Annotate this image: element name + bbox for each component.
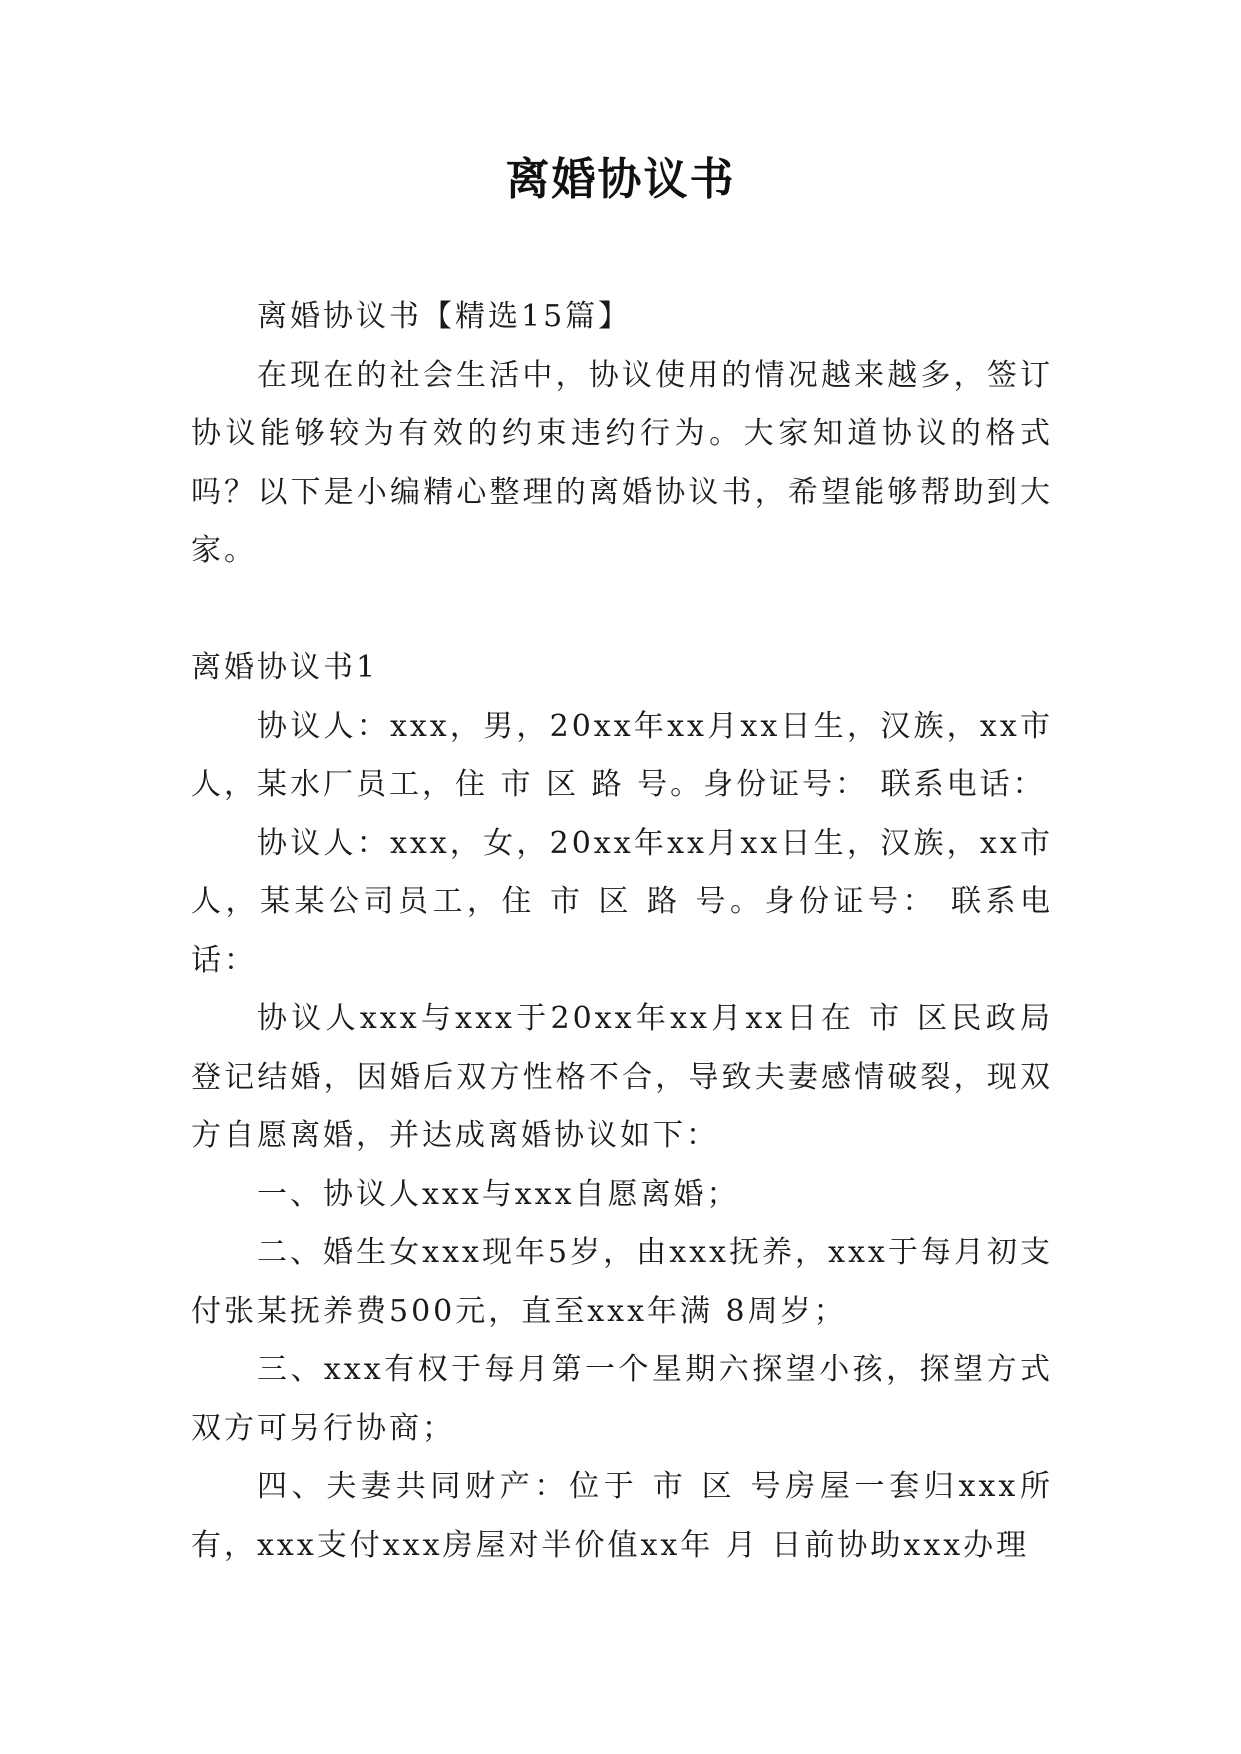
party-male-paragraph: 协议人：xxx，男，20xx年xx月xx日生，汉族，xx市人，某水厂员工，住 市 区 路 号。身份证号： 联系电话： xyxy=(191,708,1053,802)
party-female-paragraph: 协议人：xxx，女，20xx年xx月xx日生，汉族，xx市人，某某公司员工，住 市 区 路 号。身份证号： 联系电话： xyxy=(191,825,1053,978)
intro-paragraph: 在现在的社会生活中，协议使用的情况越来越多，签订协议能够较为有效的约束违约行为。大家知道协议的格式吗？以下是小编精心整理的离婚协议书，希望能够帮助到大家。 xyxy=(191,357,1053,568)
subtitle-paragraph: 离婚协议书【精选15篇】 xyxy=(257,299,632,334)
document-title: 离婚协议书 xyxy=(505,154,736,205)
clause-4: 四、夫妻共同财产：位于 市 区 号房屋一套归xxx所有，xxx支付xxx房屋对半价值xx年 月 日前协助xxx办理 xyxy=(191,1469,1053,1563)
section-spacer xyxy=(191,581,1053,640)
preamble-paragraph: 协议人xxx与xxx于20xx年xx月xx日在 市 区民政局登记结婚，因婚后双方性格不合，导致夫妻感情破裂，现双方自愿离婚，并达成离婚协议如下： xyxy=(191,1001,1053,1153)
clause-1: 一、协议人xxx与xxx自愿离婚； xyxy=(257,1176,740,1212)
document-body xyxy=(191,288,1053,1575)
section-heading: 离婚协议书1 xyxy=(191,650,379,685)
clause-3: 三、xxx有权于每月第一个星期六探望小孩，探望方式双方可另行协商； xyxy=(191,1352,1053,1446)
clause-2: 二、婚生女xxx现年5岁，由xxx抚养，xxx于每月初支付张某抚养费500元，直至xxx年满 8周岁； xyxy=(191,1235,1053,1329)
